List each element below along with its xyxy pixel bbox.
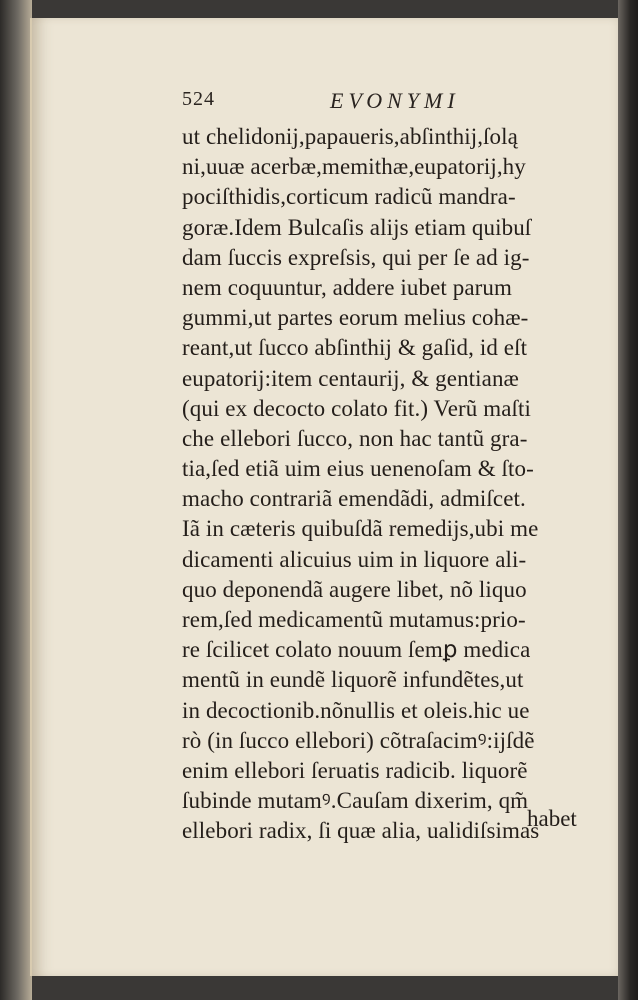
text-line: reant,ut ſucco abſinthij & gaſid, id eſt xyxy=(182,335,528,361)
text-line: gummi,ut partes eorum melius cohæ- xyxy=(182,305,529,331)
text-line: enim ellebori ſeruatis radicib. liquorẽ xyxy=(182,757,528,783)
text-line: re ſcilicet colato nouum ſemꝑ medica xyxy=(182,637,531,663)
text-line: tia,ſed etiã uim eius uenenoſam & ſto- xyxy=(182,456,534,482)
text-line: macho contrariã emendãdi, admiſcet. xyxy=(182,486,526,512)
text-line: in decoctionib.nõnullis et oleis.hic ue xyxy=(182,697,530,723)
text-line: rò (in ſucco ellebori) cõtraſacimꝰ:ijſdẽ xyxy=(182,727,535,753)
text-line: pociſthidis,corticum radicũ mandra- xyxy=(182,184,516,210)
running-head: EVONYMI xyxy=(330,88,460,113)
book-fore-edge xyxy=(618,0,638,1000)
text-line: dam ſuccis expreſsis, qui per ſe ad ig- xyxy=(182,244,530,270)
text-line: ellebori radix, ſi quæ alia, ualidiſsimas xyxy=(182,818,540,844)
text-line: goræ.Idem Bulcaſis alijs etiam quibuſ xyxy=(182,214,532,240)
text-line: ni,uuæ acerbæ,memithæ,eupatorij,hy xyxy=(182,154,526,180)
page-header xyxy=(182,88,622,122)
text-line: (qui ex decocto colato fit.) Verũ maſti xyxy=(182,395,532,421)
catchword: habet xyxy=(527,806,577,831)
text-line: quo deponendã augere libet, nõ liquo xyxy=(182,576,527,602)
text-line: dicamenti alicuius uim in liquore ali- xyxy=(182,546,527,572)
book-binding-edge xyxy=(0,0,32,1000)
text-line: ut chelidonij,papaueris,abſinthij,ſolą xyxy=(182,124,518,149)
text-line: eupatorij:item centaurij, & gentianæ xyxy=(182,365,519,391)
page-number: 524 xyxy=(182,88,215,110)
text-line: rem,ſed medicamentũ mutamus:prio- xyxy=(182,607,526,632)
text-line: che ellebori ſucco, non hac tantũ gra- xyxy=(182,425,528,451)
text-line: mentũ in eundẽ liquorẽ infundẽtes,ut xyxy=(182,667,524,693)
text-line: Iã in cæteris quibuſdã remedijs,ubi me xyxy=(182,516,539,542)
text-block xyxy=(182,122,592,847)
book-page xyxy=(30,18,622,976)
text-line: ſubinde mutamꝰ.Cauſam dixerim, qm̃ xyxy=(182,788,529,814)
text-line: nem coquuntur, addere iubet parum xyxy=(182,274,513,300)
